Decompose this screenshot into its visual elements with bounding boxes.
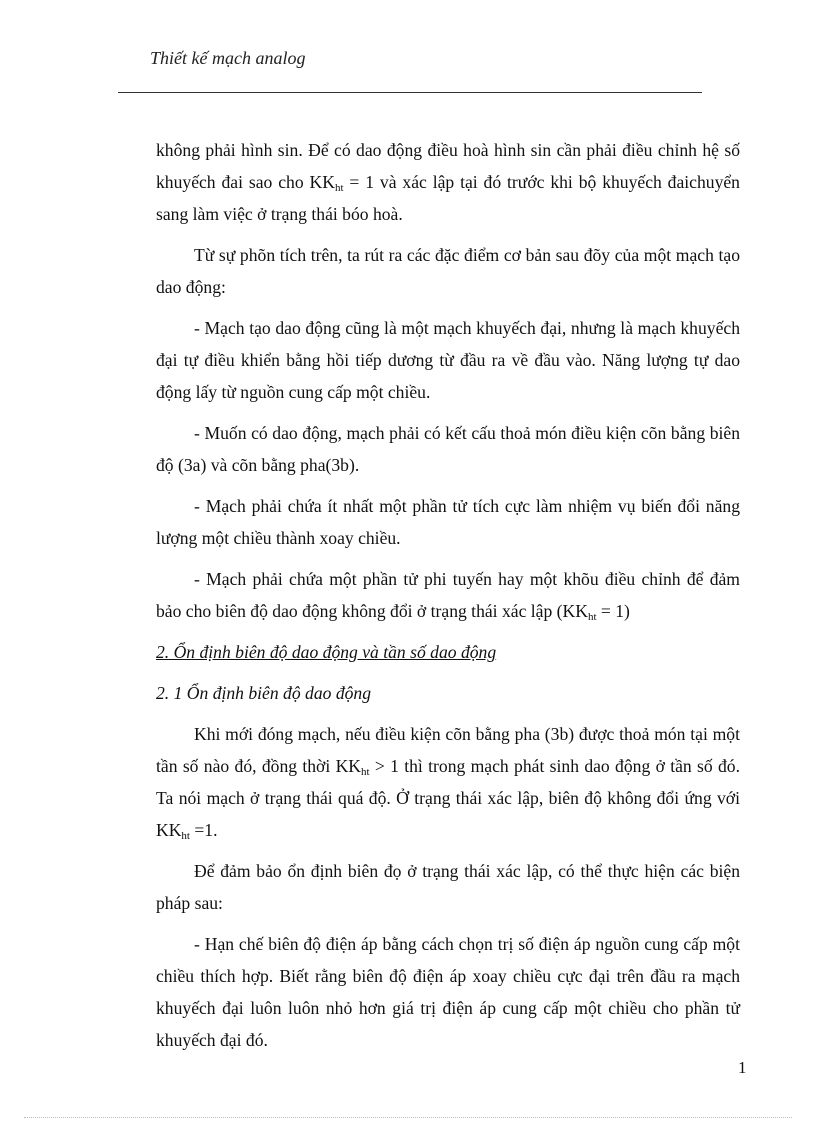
bullet-item: - Mạch phải chứa một phần tử phi tuyến hay một khõu điều chỉnh để đảm bảo cho biên độ dao động không đổi ở trạng thái xác lập $(KK_{ht} = 1)$ [156,569,740,623]
header-title: Thiết kế mạch analog [150,48,306,68]
document-body [156,134,740,1065]
paragraph: Khi mới đóng mạch, nếu điều kiện cõn bằng pha (3b) được thoả món tại một tần số nào đó, đồng thời $KK_{ht} > 1$ thì trong mạch phát sinh dao động ở tần số đó. Ta nói mạch ở trạng thái quá độ. Ở trạng thái xác lập, biên độ không đổi ứng với $KK_{ht} =1$. [156,724,740,842]
page-number: 1 [738,1058,747,1077]
bullet-item: - Mạch tạo dao động cũng là một mạch khuyếch đại, nhưng là mạch khuyếch đại tự điều khiển bằng hồi tiếp dương từ đầu ra về đầu vào. Năng lượng tự dao động lấy từ nguồn cung cấp một chiều. [156,318,740,402]
bullet-item: - Mạch phải chứa ít nhất một phần tử tích cực làm nhiệm vụ biến đổi năng lượng một chiều thành xoay chiều. [156,496,740,548]
paragraph: Để đảm bảo ổn định biên đọ ở trạng thái xác lập, có thể thực hiện các biện pháp sau: [156,861,740,913]
subsection-heading: 2. 1 Ổn định biên độ dao động [156,683,372,703]
header-divider [118,92,702,93]
bullet-item: - Muốn có dao động, mạch phải có kết cấu thoả món điều kiện cõn bằng biên độ (3a) và cõn bằng pha(3b). [156,423,740,475]
bullet-item: - Hạn chế biên độ điện áp bằng cách chọn trị số điện áp nguồn cung cấp một chiều thích hợp. Biết rằng biên độ điện áp xoay chiều cực đại trên đầu ra mạch khuyếch đại luôn luôn nhỏ hơn giá trị điện áp cung cấp một chiều cho phần tử khuyếch đại đó. [156,934,740,1050]
footer-divider [24,1117,792,1118]
paragraph: Từ sự phõn tích trên, ta rút ra các đặc điểm cơ bản sau đõy của một mạch tạo dao động: [156,245,740,297]
paragraph: không phải hình sin. Để có dao động điều hoà hình sin cần phải điều chỉnh hệ số khuyếch đai sao cho $KK_{ht} = 1$ và xác lập tại đó trước khi bộ khuyếch đaichuyển sang làm việc ở trạng thái bóo hoà. [156,140,740,224]
section-heading: 2. Ổn định biên độ dao động và tần số dao động [156,642,497,662]
